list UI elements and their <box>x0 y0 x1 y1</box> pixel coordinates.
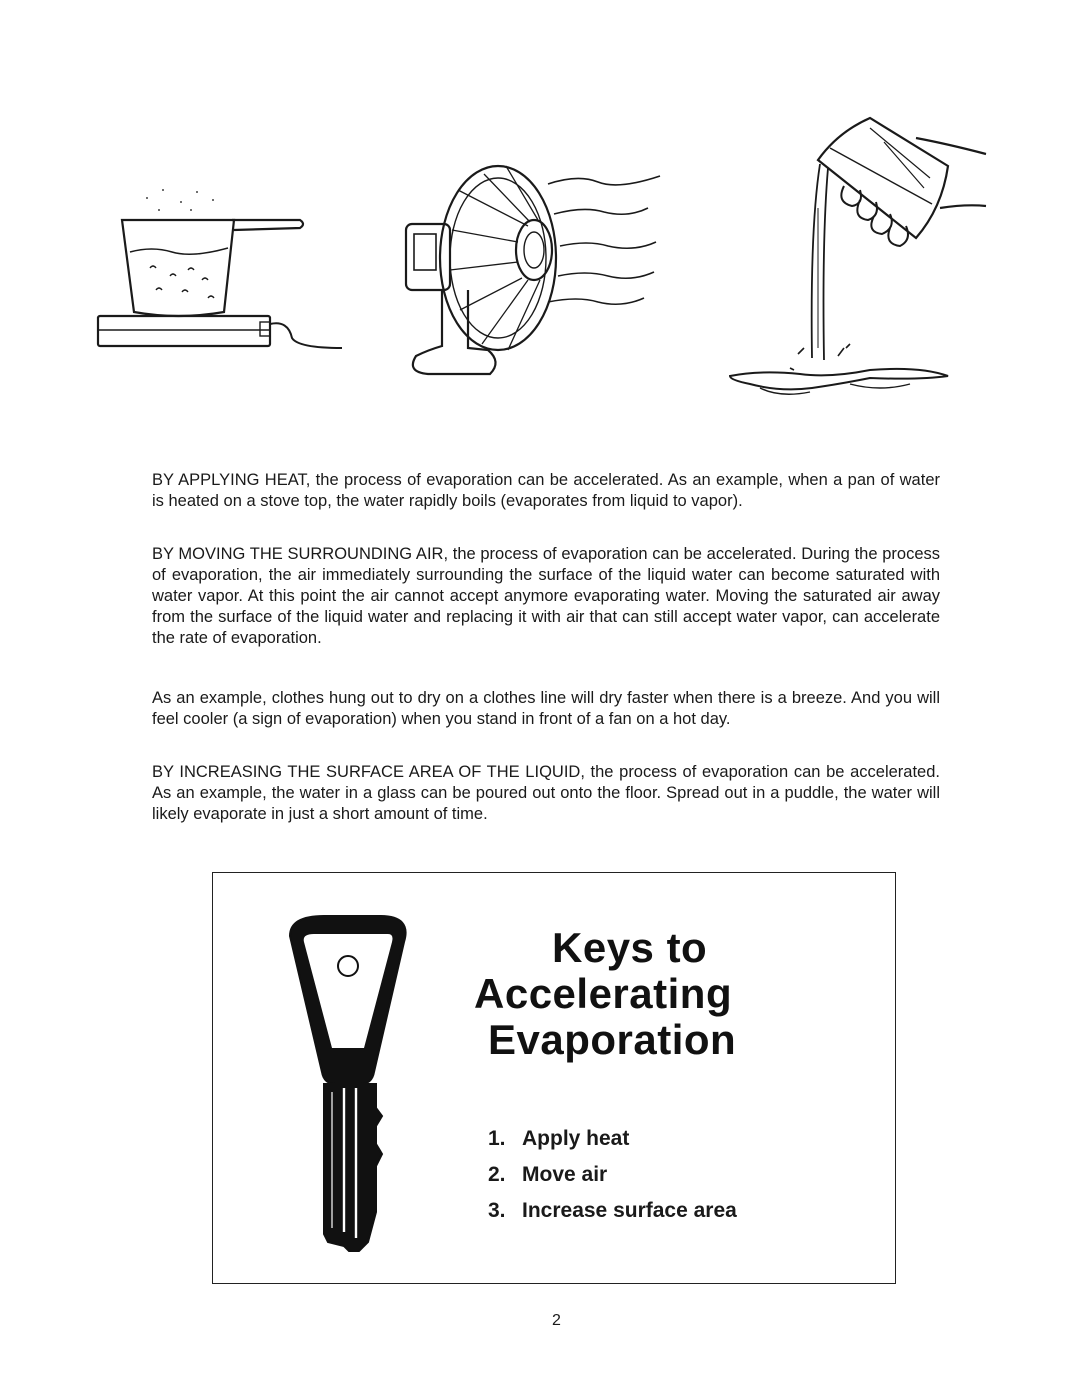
key-icon <box>284 912 414 1252</box>
paragraph-air-text: BY MOVING THE SURROUNDING AIR, the process of evaporation can be accelerated. During the process of evaporation, the air immediately surrounding the surface of the liquid water can become saturated with water vapor. At this point the air cannot accept anymore evaporating water. Moving the saturated air away from the surface of the liquid water and replacing it with air that can still accept water vapor, can accelerate the rate of evaporation. <box>152 545 940 647</box>
paragraph-heat-text: BY APPLYING HEAT, the process of evaporation can be accelerated. As an example, when a pan of water is heated on a stove top, the water rapidly boils (evaporates from liquid to vapor). <box>152 471 940 510</box>
keys-title-line: Evaporation <box>488 1016 737 1063</box>
keys-title-line: Keys to <box>552 924 708 971</box>
boiling-pan-icon <box>92 180 352 360</box>
list-item-label: Apply heat <box>522 1127 630 1150</box>
paragraph-example <box>152 688 940 740</box>
paragraph-heat <box>152 470 940 522</box>
keys-title-line: Accelerating <box>474 970 733 1017</box>
list-item-label: Increase surface area <box>522 1199 737 1222</box>
electric-fan-icon <box>398 150 668 382</box>
paragraph-surface <box>152 762 940 835</box>
keys-list <box>488 1127 737 1235</box>
list-item-number: 2. <box>488 1163 506 1186</box>
paragraph-surface-text: BY INCREASING THE SURFACE AREA OF THE LIQUID, the process of evaporation can be accelerated. As an example, the water in a glass can be poured out onto the floor. Spread out in a puddle, the water will likely evaporate in just a short amount of time. <box>152 763 940 823</box>
pouring-glass-icon <box>720 108 990 408</box>
list-item <box>488 1163 737 1199</box>
list-item-number: 3. <box>488 1199 506 1222</box>
paragraph-example-text: As an example, clothes hung out to dry on a clothes line will dry faster when there is a breeze. And you will feel cooler (a sign of evaporation) when you stand in front of a fan on a hot day. <box>152 689 940 728</box>
list-item-number: 1. <box>488 1127 506 1150</box>
list-item <box>488 1127 737 1163</box>
keys-box-content <box>212 872 896 1284</box>
list-item-label: Move air <box>522 1163 608 1186</box>
list-item <box>488 1199 737 1235</box>
paragraph-air <box>152 544 940 659</box>
page-number: 2 <box>552 1312 561 1329</box>
